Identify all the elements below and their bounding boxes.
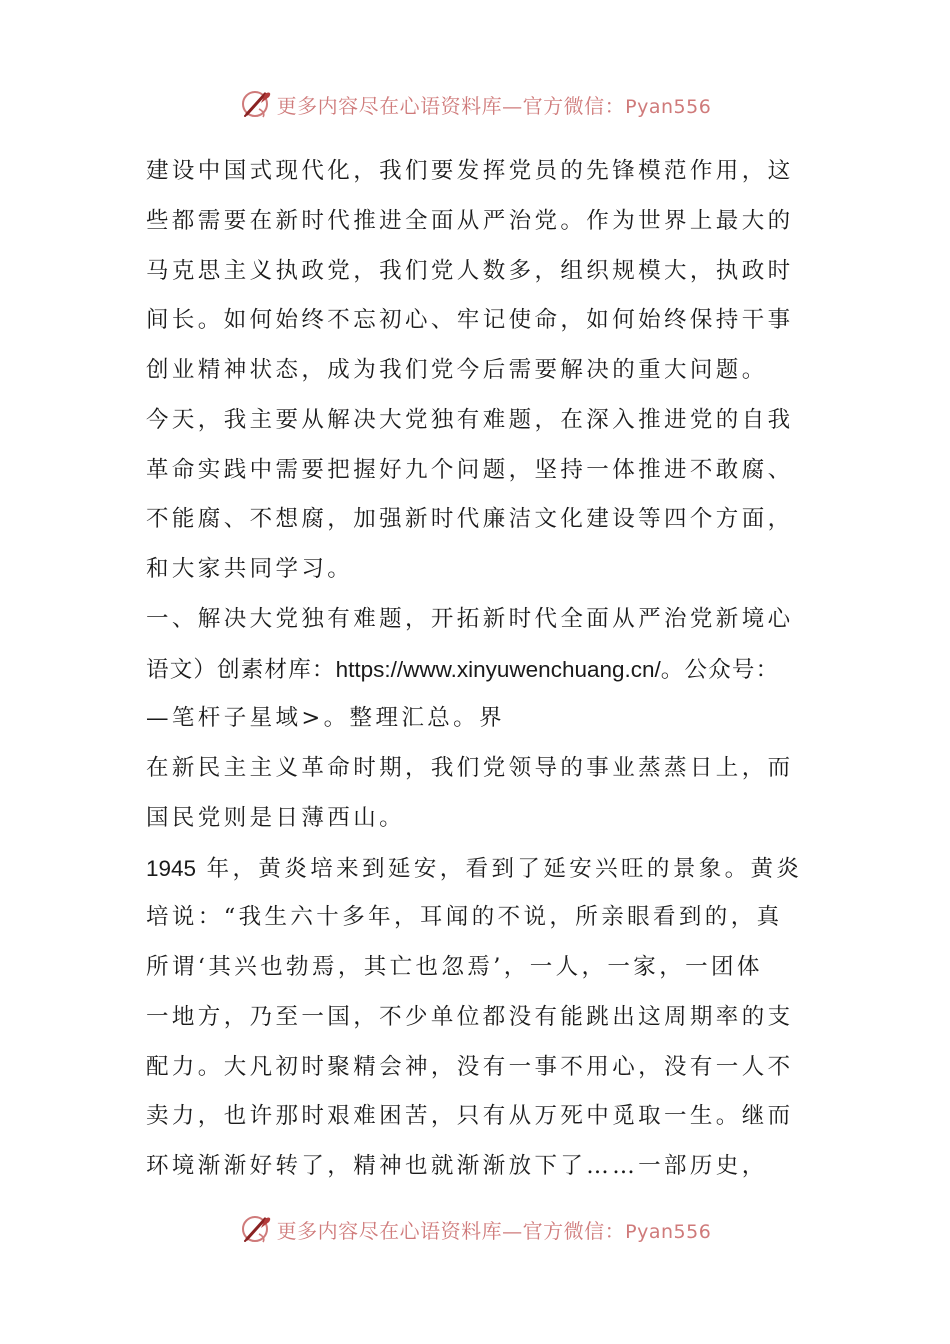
text-line: 革命实践中需要把握好九个问题，坚持一体推进不敢腐、 — [146, 456, 794, 483]
body-text — [146, 147, 811, 1192]
footer-watermark-banner — [0, 1209, 950, 1249]
text-line: 不能腐、不想腐，加强新时代廉洁文化建设等四个方面， — [146, 506, 794, 533]
text-line: 些都需要在新时代推进全面从严治党。作为世界上最大的 — [146, 207, 794, 234]
resource-url: https://www.xinyuwenchuang.cn/ — [335, 656, 661, 682]
year-number: 1945 — [146, 855, 197, 881]
footer-banner-text: 更多内容尽在心语资料库—官方微信：Pyan556 — [276, 1218, 712, 1243]
text-line: 和大家共同学习。 — [146, 556, 354, 582]
line-suffix: 。公众号： — [660, 656, 780, 683]
text-line: 培说：“我生六十多年，耳闻的不说，所亲眼看到的，真 — [146, 904, 783, 931]
header-banner-text: 更多内容尽在心语资料库—官方微信：Pyan556 — [276, 93, 712, 118]
text-line: 间长。如何始终不忘初心、牢记使命，如何始终保持干事 — [146, 307, 794, 334]
text-line: 马克思主义执政党，我们党人数多，组织规模大，执政时 — [146, 257, 794, 284]
header-wechat-id: Pyan556 — [625, 95, 712, 118]
text-line: 配力。大凡初时聚精会神，没有一事不用心，没有一人不 — [146, 1053, 794, 1080]
text-line: 今天，我主要从解决大党独有难题，在深入推进党的自我 — [146, 406, 794, 433]
line-prefix: 语文）创素材库： — [146, 656, 336, 683]
text-line: —笔杆子星域>。整理汇总。界 — [146, 705, 505, 732]
text-line: 一、解决大党独有难题，开拓新时代全面从严治党新境心 — [146, 605, 794, 632]
quill-pen-logo-icon — [239, 87, 273, 121]
text-line-with-year — [146, 844, 811, 894]
text-line: 环境渐渐好转了，精神也就渐渐放下了……一部历史， — [146, 1153, 768, 1179]
quill-pen-logo-icon — [239, 1212, 273, 1246]
header-watermark-banner — [0, 84, 950, 124]
line-text: 年，黄炎培来到延安，看到了延安兴旺的景象。黄炎 — [206, 855, 803, 882]
text-line: 所谓‘其兴也勃焉，其亡也忽焉’，一人，一家，一团体 — [146, 954, 763, 980]
text-line: 创业精神状态，成为我们党今后需要解决的重大问题。 — [146, 357, 768, 383]
text-line: 国民党则是日薄西山。 — [146, 804, 406, 831]
text-line: 在新民主主义革命时期，我们党领导的事业蒸蒸日上，而 — [146, 755, 794, 781]
text-line: 一地方，乃至一国，不少单位都没有能跳出这周期率的支 — [146, 1003, 794, 1030]
text-line: 建设中国式现代化，我们要发挥党员的先锋模范作用，这 — [146, 158, 794, 184]
footer-wechat-id: Pyan556 — [625, 1220, 712, 1243]
text-line: 卖力，也许那时艰难困苦，只有从万死中觅取一生。继而 — [146, 1103, 794, 1130]
text-line-with-url — [146, 645, 811, 695]
